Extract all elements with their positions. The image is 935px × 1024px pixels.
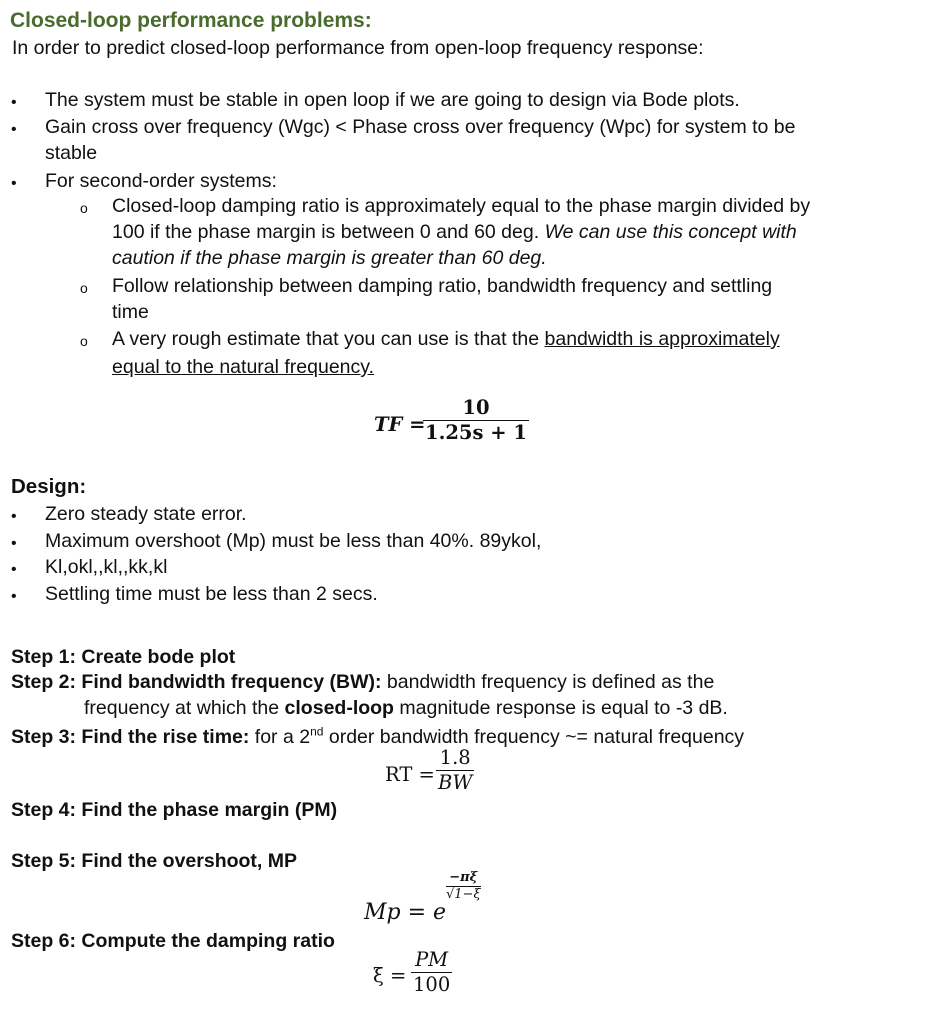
rt-equation-lhs: RT = xyxy=(385,763,435,786)
bullet-icon: • xyxy=(11,94,17,111)
step-3 xyxy=(11,724,744,750)
page-title: Closed-loop performance problems: xyxy=(10,9,372,32)
sub-bullet-item-continuation: time xyxy=(112,301,149,323)
step-2-text: bandwidth frequency is defined as the xyxy=(381,671,715,693)
rt-numerator: 1.8 xyxy=(439,746,471,769)
mp-equation-lhs: Mp = e xyxy=(364,900,447,925)
sub-bullet-item: Closed-loop damping ratio is approximately equal to the phase margin divided by xyxy=(112,195,811,217)
sub-bullet-item-line xyxy=(112,219,797,245)
step-5: Step 5: Find the overshoot, MP xyxy=(11,850,298,872)
xi-equation-lhs: ξ = xyxy=(373,964,407,987)
design-item: Kl,okl,,kl,,kk,kl xyxy=(45,556,168,578)
superscript: nd xyxy=(310,724,324,739)
step-2-label: Step 2: Find bandwidth frequency (BW): xyxy=(11,671,382,693)
design-item: Settling time must be less than 2 secs. xyxy=(45,583,378,605)
bullet-item: Gain cross over frequency (Wgc) < Phase cross over frequency (Wpc) for system to be xyxy=(45,116,796,138)
circle-bullet-icon: o xyxy=(80,200,88,216)
mp-exponent-denominator: √1−ξ xyxy=(446,887,481,902)
step-2 xyxy=(11,669,714,695)
step-3-text: order bandwidth frequency ~= natural frequency xyxy=(323,726,745,748)
step-2-text: frequency at which the xyxy=(84,697,285,719)
mp-exponent-numerator: −πξ xyxy=(449,870,478,885)
sub-bullet-item-line xyxy=(112,326,780,352)
step-2-text: magnitude response is equal to -3 dB. xyxy=(393,697,728,719)
intro-text: In order to predict closed-loop performance from open-loop frequency response: xyxy=(12,37,704,59)
step-4: Step 4: Find the phase margin (PM) xyxy=(11,799,338,821)
bullet-item: For second-order systems: xyxy=(45,170,277,192)
xi-fraction xyxy=(411,948,452,997)
circle-bullet-icon: o xyxy=(80,280,88,296)
tf-fraction xyxy=(423,396,529,445)
underlined-text: bandwidth is approximately xyxy=(544,328,780,350)
sub-bullet-item: Follow relationship between damping ratio, bandwidth frequency and settling xyxy=(112,275,773,297)
sub-bullet-text: 100 if the phase margin is between 0 and 60 deg. xyxy=(112,221,545,243)
sub-bullet-italic-text: caution if the phase margin is greater than 60 deg. xyxy=(112,247,547,269)
step-2-bold-text: closed-loop xyxy=(284,697,394,719)
bullet-item: The system must be stable in open loop if we are going to design via Bode plots. xyxy=(45,89,740,111)
tf-equation-lhs: TF = xyxy=(374,413,426,436)
design-item: Maximum overshoot (Mp) must be less than 40%. 89ykol, xyxy=(45,530,542,552)
bullet-icon: • xyxy=(11,121,17,138)
bullet-icon: • xyxy=(11,508,17,525)
rt-fraction xyxy=(436,746,474,795)
xi-numerator: PM xyxy=(415,948,449,971)
bullet-item-continuation: stable xyxy=(45,142,98,164)
tf-numerator: 10 xyxy=(462,396,490,419)
step-1: Step 1: Create bode plot xyxy=(11,646,236,668)
step-3-label: Step 3: Find the rise time: xyxy=(11,726,250,748)
rt-denominator: BW xyxy=(438,771,473,794)
design-heading: Design: xyxy=(11,475,87,498)
bullet-icon: • xyxy=(11,561,17,578)
tf-denominator: 1.25s + 1 xyxy=(425,421,527,444)
step-2-continuation xyxy=(84,695,728,721)
step-3-text: for a 2 xyxy=(249,726,311,748)
step-6: Step 6: Compute the damping ratio xyxy=(11,930,335,952)
sub-bullet-italic-text: We can use this concept with xyxy=(544,221,797,243)
bullet-icon: • xyxy=(11,535,17,552)
design-item: Zero steady state error. xyxy=(45,503,247,525)
xi-denominator: 100 xyxy=(413,973,451,996)
circle-bullet-icon: o xyxy=(80,333,88,349)
mp-exponent-fraction xyxy=(446,870,481,903)
bullet-icon: • xyxy=(11,588,17,605)
underlined-text: equal to the natural frequency. xyxy=(112,356,374,378)
bullet-icon: • xyxy=(11,175,17,192)
sub-bullet-text: A very rough estimate that you can use is that the xyxy=(112,328,545,350)
